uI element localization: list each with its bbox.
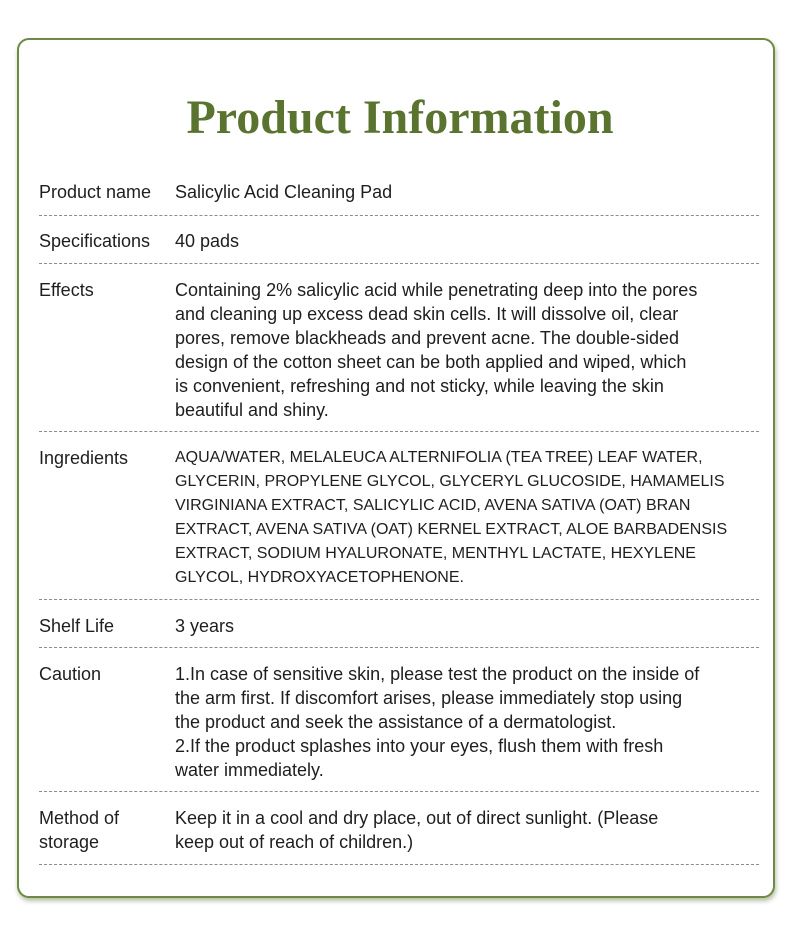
value-line: Keep it in a cool and dry place, out of direct sunlight. (Please: [175, 808, 659, 828]
row-shelf-life: [39, 600, 759, 648]
value-caution: [175, 662, 759, 782]
row-effects: [39, 264, 759, 432]
label-ingredients: Ingredients: [39, 448, 129, 468]
value-method-of-storage: [175, 806, 759, 854]
value-shelf-life: [175, 614, 759, 638]
value-line: the product and seek the assistance of a dermatologist.: [175, 712, 617, 732]
label-effects: Effects: [39, 280, 94, 300]
value-line: GLYCERIN, PROPYLENE GLYCOL, GLYCERYL GLUCOSIDE, HAMAMELIS: [175, 473, 725, 490]
value-line: Containing 2% salicylic acid while penetrating deep into the pores: [175, 280, 698, 300]
row-product-name: [39, 177, 759, 216]
value-specifications: [175, 229, 759, 253]
value-product-name: [175, 180, 759, 204]
value-effects: [175, 278, 759, 422]
value-line: pores, remove blackheads and prevent acne. The double-sided: [175, 328, 679, 348]
label-line: storage: [39, 832, 100, 852]
value-line: the arm first. If discomfort arises, please immediately stop using: [175, 688, 683, 708]
label-method-of-storage: [39, 806, 174, 854]
value-line: EXTRACT, AVENA SATIVA (OAT) KERNEL EXTRACT, ALOE BARBADENSIS: [175, 521, 728, 538]
row-specifications: [39, 216, 759, 264]
label-line: Method of: [39, 808, 120, 828]
value-line: GLYCOL, HYDROXYACETOPHENONE.: [175, 569, 464, 586]
value-line: EXTRACT, SODIUM HYALURONATE, MENTHYL LACTATE, HEXYLENE: [175, 545, 696, 562]
label-shelf-life: Shelf Life: [39, 616, 115, 636]
row-ingredients: [39, 432, 759, 600]
page-title: Product Information: [186, 91, 614, 144]
value-ingredients: [175, 446, 759, 590]
row-method-of-storage: [39, 792, 759, 865]
label-caution: Caution: [39, 664, 102, 684]
value-line: VIRGINIANA EXTRACT, SALICYLIC ACID, AVENA SATIVA (OAT) BRAN: [175, 497, 691, 514]
value-line: AQUA/WATER, MELALEUCA ALTERNIFOLIA (TEA TREE) LEAF WATER,: [175, 449, 703, 466]
label-product-name: Product name: [39, 182, 152, 202]
value-line: 1.In case of sensitive skin, please test the product on the inside of: [175, 664, 700, 684]
value-line: is convenient, refreshing and not sticky, while leaving the skin: [175, 376, 664, 396]
value-line: 40 pads: [175, 231, 240, 251]
value-line: water immediately.: [175, 760, 324, 780]
value-line: Salicylic Acid Cleaning Pad: [175, 182, 393, 202]
value-line: 2.If the product splashes into your eyes, flush them with fresh: [175, 736, 664, 756]
value-line: and cleaning up excess dead skin cells. It will dissolve oil, clear: [175, 304, 679, 324]
product-info-table: [39, 177, 759, 865]
value-line: design of the cotton sheet can be both applied and wiped, which: [175, 352, 687, 372]
value-line: keep out of reach of children.): [175, 832, 414, 852]
row-caution: [39, 648, 759, 792]
value-line: 3 years: [175, 616, 235, 636]
value-line: beautiful and shiny.: [175, 400, 329, 420]
label-specifications: Specifications: [39, 231, 151, 251]
